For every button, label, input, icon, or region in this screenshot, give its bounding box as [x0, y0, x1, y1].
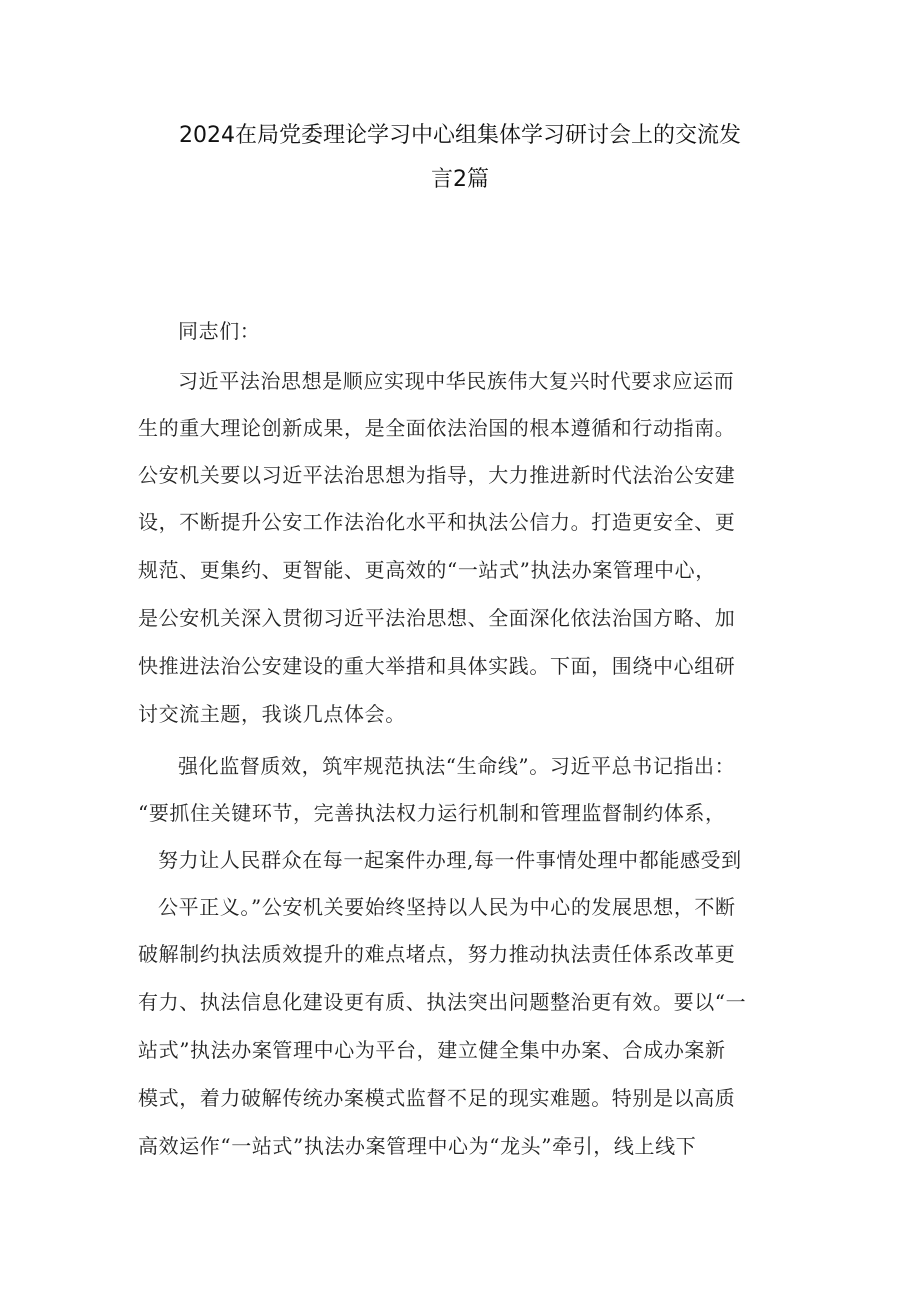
- body-line: 高效运作“一站式”执法办案管理中心为“龙头”牵引，线上线下: [138, 1134, 697, 1158]
- body-line: “要抓住关键环节，完善执法权力运行机制和管理监督制约体系，: [138, 801, 726, 825]
- section-heading-line: 强化监督质效，筑牢规范执法“生命线”。习近平总书记指出：: [178, 754, 736, 778]
- body-line: 有力、执法信息化建设更有质、执法突出问题整治更有效。要以“一: [138, 990, 747, 1014]
- body-line: 模式，着力破解传统办案模式监督不足的现实难题。特别是以高质: [138, 1086, 736, 1110]
- body-line: 站式”执法办案管理中心为平台，建立健全集中办案、合成办案新: [138, 1038, 726, 1062]
- body-line: 是公安机关深入贯彻习近平法治思想、全面深化依法治国方略、加: [138, 606, 736, 630]
- document-title: [150, 114, 770, 202]
- body-line: 破解制约执法质效提升的难点堵点，努力推动执法责任体系改革更: [138, 942, 736, 966]
- body-line: 公安机关要以习近平法治思想为指导，大力推进新时代法治公安建: [138, 463, 736, 487]
- body-line: 生的重大理论创新成果，是全面依法治国的根本遵循和行动指南。: [138, 416, 736, 440]
- title-line-2: 言2篇: [431, 167, 489, 192]
- body-line: 规范、更集约、更智能、更高效的“一站式”执法办案管理中心，: [138, 558, 716, 582]
- body-line: 讨交流主题，我谈几点体会。: [138, 702, 406, 726]
- salutation: 同志们：: [178, 319, 261, 343]
- body-line: 快推进法治公安建设的重大举措和具体实践。下面，围绕中心组研: [138, 654, 736, 678]
- body-line: 努力让人民群众在每一起案件办理,每一件事情处理中都能感受到: [158, 848, 742, 872]
- body-line: 设，不断提升公安工作法治化水平和执法公信力。打造更安全、更: [138, 510, 736, 534]
- body-line: 习近平法治思想是顺应实现中华民族伟大复兴时代要求应运而: [178, 369, 735, 393]
- body-line: 公平正义。”公安机关要始终坚持以人民为中心的发展思想，不断: [158, 895, 736, 919]
- title-line-1: 2024在局党委理论学习中心组集体学习研讨会上的交流发: [179, 123, 741, 148]
